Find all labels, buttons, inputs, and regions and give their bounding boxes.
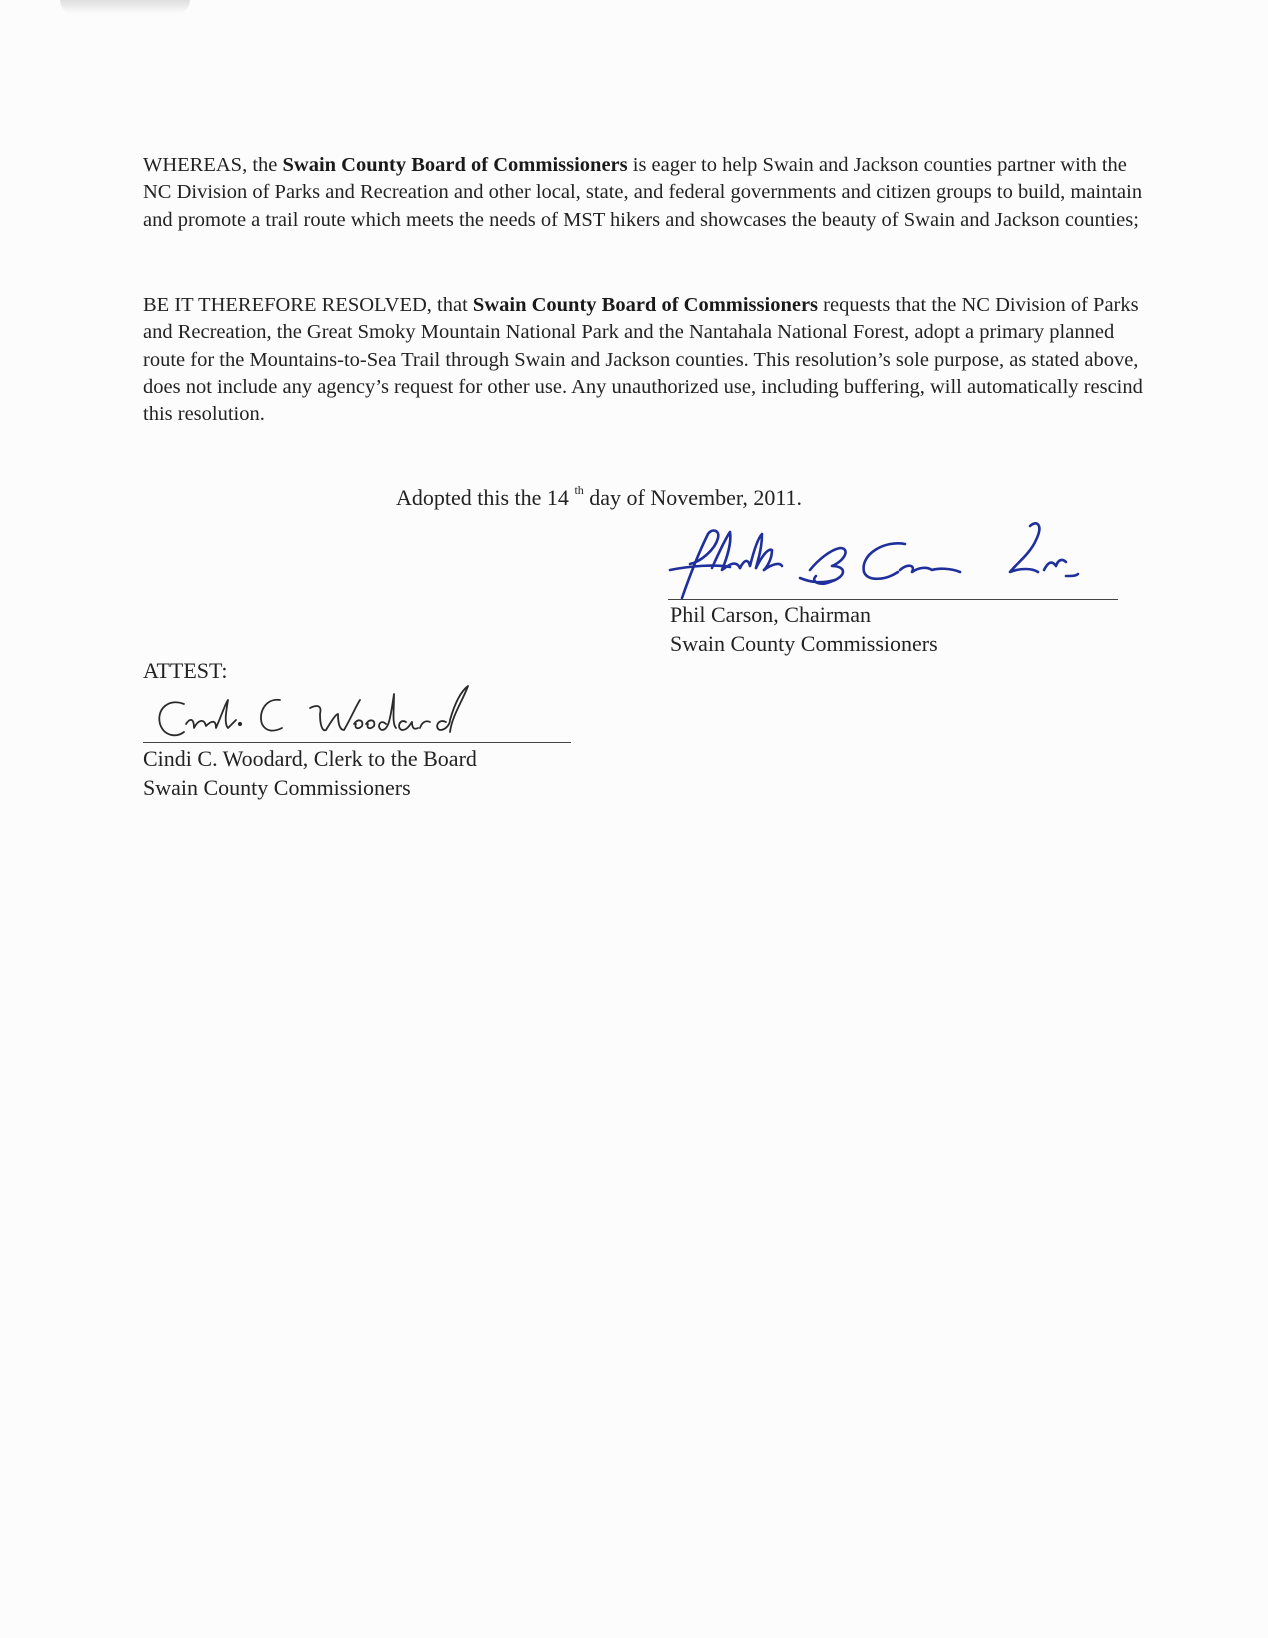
adopted-ordinal-suffix: th <box>574 482 584 497</box>
chairman-signer-block <box>670 600 938 658</box>
adoption-date-line <box>396 482 803 511</box>
chairman-name: Phil Carson, Chairman <box>670 602 872 627</box>
whereas-board-name: Swain County Board of Commissioners <box>282 154 628 176</box>
scan-smudge <box>60 0 190 14</box>
resolved-board-name: Swain County Board of Commissioners <box>472 294 819 316</box>
adopted-after: day of November, 2011. <box>583 485 803 510</box>
attest-label: ATTEST: <box>143 658 228 683</box>
resolved-paragraph <box>143 292 1143 428</box>
clerk-signer-block <box>143 744 477 802</box>
whereas-paragraph <box>143 152 1143 234</box>
clerk-signature-line <box>143 742 571 743</box>
resolved-rest: requests that the NC Division of Parks and Recreation, the Great Smoky Mountain National Park and the Nantahala National Forest, adopt a primary planned route for the Mountains-to-Sea Trail through Swain and Jackson counties. This resolution’s sole purpose, as stated above, does not include any agency’s request for other use. Any unauthorized use, including buffering, will automatically rescind this resolution. <box>143 294 1143 426</box>
whereas-rest: is eager to help Swain and Jackson counties partner with the NC Division of Parks and Recreation and other local, state, and federal governments and citizen groups to build, maintain and promote a trail route which meets the needs of MST hikers and showcases the beauty of Swain and Jackson counties; <box>143 154 1143 231</box>
chairman-organization: Swain County Commissioners <box>670 631 938 656</box>
resolved-lead: BE IT THEREFORE RESOLVED, that <box>143 294 473 316</box>
clerk-organization: Swain County Commissioners <box>143 775 411 800</box>
clerk-name: Cindi C. Woodard, Clerk to the Board <box>143 746 477 771</box>
adopted-before: Adopted this the 14 <box>396 485 575 510</box>
whereas-lead: WHEREAS, the <box>143 154 283 176</box>
